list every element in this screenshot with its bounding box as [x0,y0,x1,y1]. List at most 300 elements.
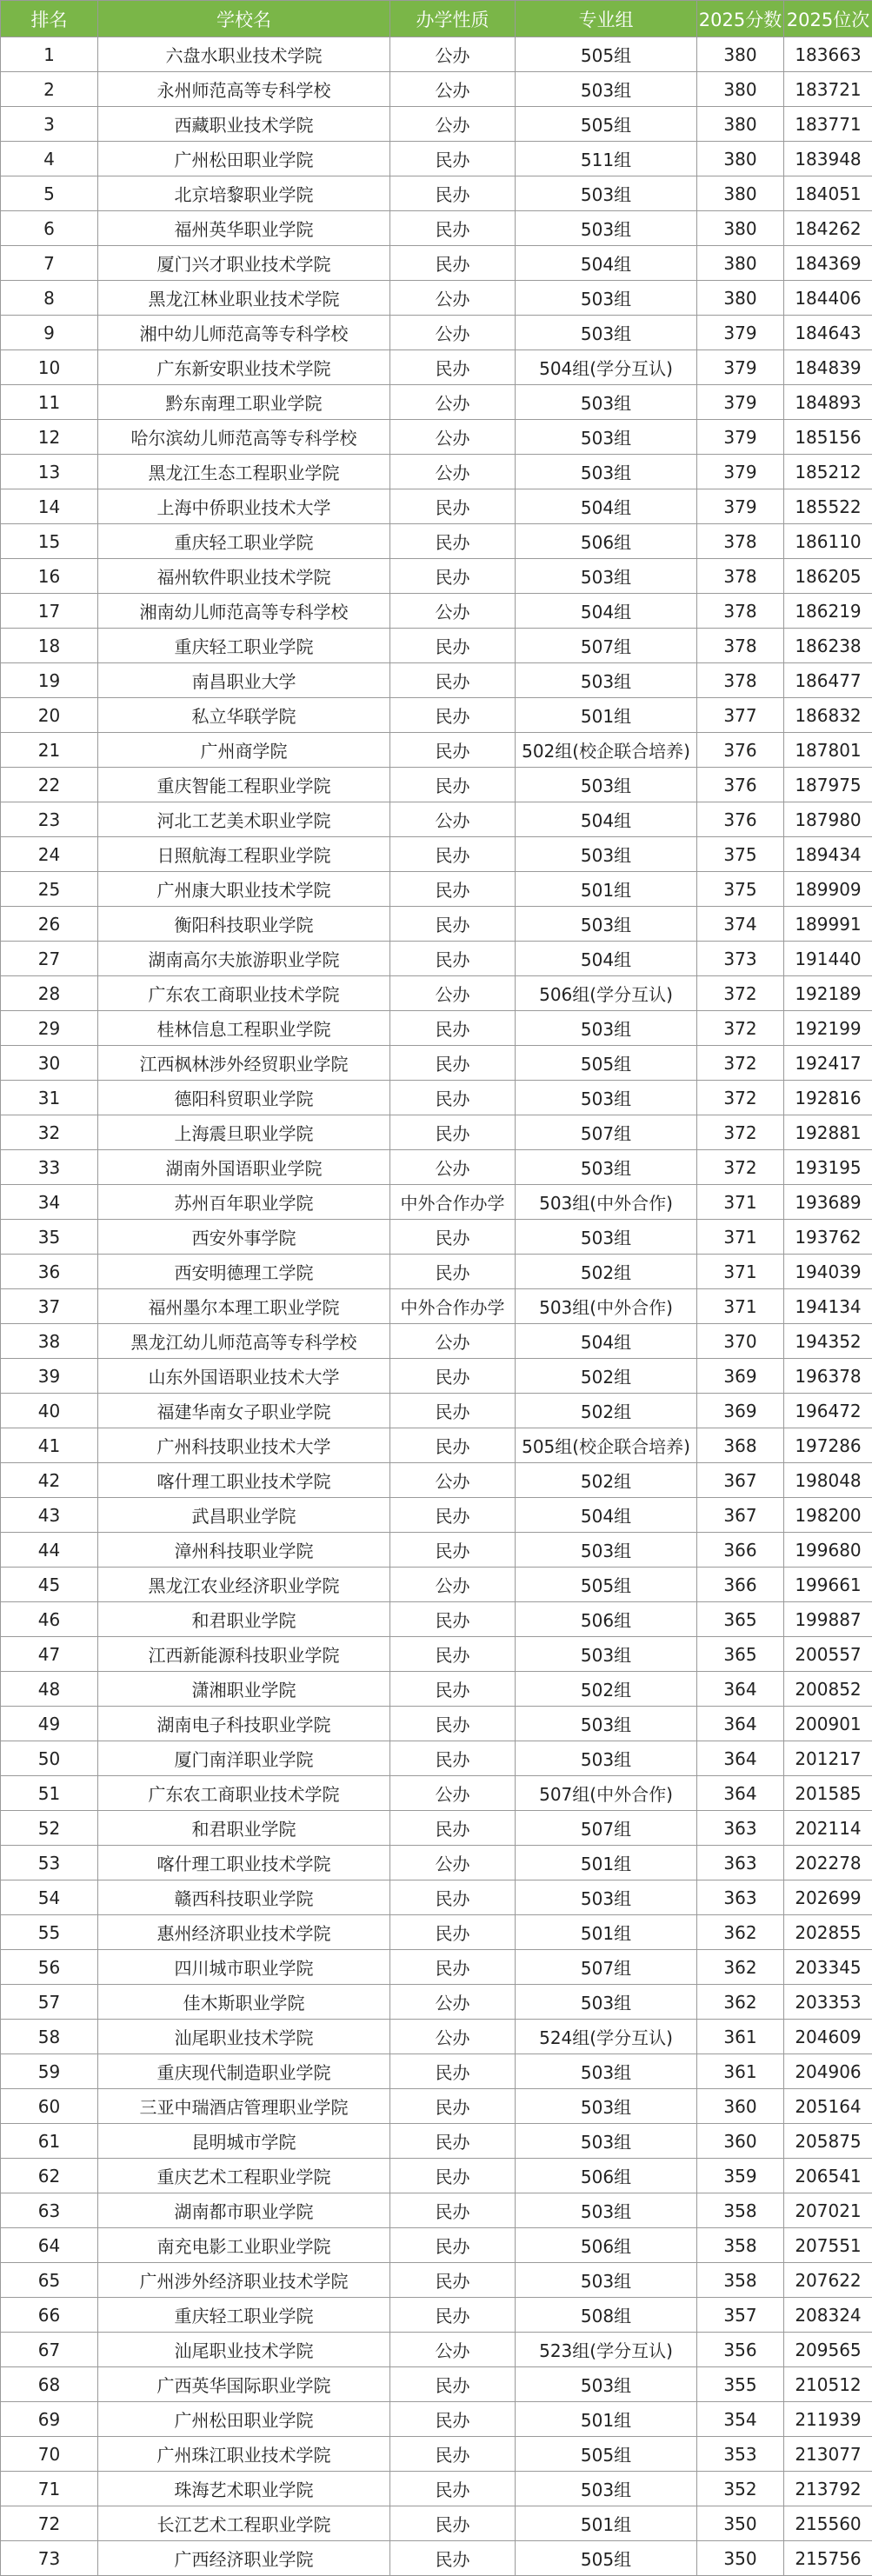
group-cell: 504组 [516,489,697,524]
header-score: 2025分数 [697,1,784,37]
group-cell: 511组 [516,142,697,176]
table-row [1,489,872,524]
school-cell: 惠州经济职业技术学院 [98,1915,390,1950]
group-cell: 506组 [516,2228,697,2263]
rank-cell: 33 [1,1150,98,1185]
school-cell: 江西枫林涉外经贸职业学院 [98,1046,390,1081]
table-row [1,1707,872,1741]
nature-cell: 公办 [390,1150,516,1185]
table-row [1,629,872,663]
position-cell: 209565 [784,2333,872,2367]
score-cell: 379 [697,316,784,350]
school-cell: 四川城市职业学院 [98,1950,390,1985]
group-cell: 503组 [516,72,697,107]
rank-cell: 67 [1,2333,98,2367]
position-cell: 192816 [784,1081,872,1115]
score-cell: 380 [697,72,784,107]
rank-cell: 21 [1,733,98,768]
group-cell: 502组 [516,1463,697,1498]
position-cell: 210512 [784,2367,872,2402]
nature-cell: 民办 [390,1081,516,1115]
nature-cell: 民办 [390,176,516,211]
nature-cell: 民办 [390,1707,516,1741]
school-cell: 广州科技职业技术大学 [98,1428,390,1463]
rank-cell: 61 [1,2124,98,2159]
nature-cell: 民办 [390,872,516,907]
position-cell: 194134 [784,1289,872,1324]
position-cell: 196472 [784,1394,872,1428]
nature-cell: 民办 [390,489,516,524]
nature-cell: 民办 [390,1428,516,1463]
table-row [1,72,872,107]
score-cell: 362 [697,1985,784,2020]
rank-cell: 14 [1,489,98,524]
score-cell: 368 [697,1428,784,1463]
score-cell: 363 [697,1811,784,1846]
nature-cell: 民办 [390,1220,516,1255]
score-cell: 363 [697,1880,784,1915]
school-cell: 厦门南洋职业学院 [98,1741,390,1776]
table-row [1,385,872,420]
school-cell: 重庆轻工职业学院 [98,629,390,663]
position-cell: 204609 [784,2020,872,2054]
table-row [1,2193,872,2228]
school-cell: 西安明德理工学院 [98,1255,390,1289]
nature-cell: 公办 [390,1324,516,1359]
nature-cell: 民办 [390,1602,516,1637]
position-cell: 192417 [784,1046,872,1081]
group-cell: 505组 [516,37,697,72]
score-cell: 377 [697,698,784,733]
nature-cell: 民办 [390,2402,516,2437]
nature-cell: 民办 [390,2541,516,2576]
school-cell: 广西英华国际职业学院 [98,2367,390,2402]
nature-cell: 民办 [390,211,516,246]
score-cell: 358 [697,2228,784,2263]
score-cell: 357 [697,2298,784,2333]
rank-cell: 28 [1,976,98,1011]
nature-cell: 民办 [390,907,516,942]
school-cell: 湘南幼儿师范高等专科学校 [98,594,390,629]
school-cell: 哈尔滨幼儿师范高等专科学校 [98,420,390,455]
score-cell: 379 [697,455,784,489]
position-cell: 185156 [784,420,872,455]
score-cell: 365 [697,1602,784,1637]
school-cell: 河北工艺美术职业学院 [98,802,390,837]
school-cell: 广东农工商职业技术学院 [98,1776,390,1811]
school-cell: 黔东南理工职业学院 [98,385,390,420]
rank-cell: 59 [1,2054,98,2089]
position-cell: 184839 [784,350,872,385]
score-cell: 372 [697,1115,784,1150]
school-cell: 汕尾职业技术学院 [98,2333,390,2367]
school-cell: 福州英华职业学院 [98,211,390,246]
rank-cell: 58 [1,2020,98,2054]
score-cell: 359 [697,2159,784,2193]
header-rank: 排名 [1,1,98,37]
school-cell: 湖南高尔夫旅游职业学院 [98,942,390,976]
rank-cell: 36 [1,1255,98,1289]
group-cell: 503组 [516,420,697,455]
position-cell: 198048 [784,1463,872,1498]
group-cell: 505组 [516,2437,697,2472]
score-cell: 352 [697,2472,784,2506]
rank-cell: 12 [1,420,98,455]
table-row [1,663,872,698]
group-cell: 502组(校企联合培养) [516,733,697,768]
group-cell: 503组 [516,1533,697,1568]
group-cell: 505组 [516,1046,697,1081]
table-row [1,768,872,802]
position-cell: 189909 [784,872,872,907]
group-cell: 504组 [516,1498,697,1533]
score-cell: 379 [697,350,784,385]
table-row [1,2506,872,2541]
score-cell: 373 [697,942,784,976]
group-cell: 503组 [516,176,697,211]
group-cell: 504组 [516,942,697,976]
nature-cell: 民办 [390,246,516,281]
table-row [1,1741,872,1776]
nature-cell: 民办 [390,2054,516,2089]
nature-cell: 公办 [390,2333,516,2367]
position-cell: 211939 [784,2402,872,2437]
group-cell: 508组 [516,2298,697,2333]
score-cell: 375 [697,872,784,907]
position-cell: 197286 [784,1428,872,1463]
nature-cell: 公办 [390,2020,516,2054]
table-row [1,976,872,1011]
rank-cell: 70 [1,2437,98,2472]
school-cell: 黑龙江幼儿师范高等专科学校 [98,1324,390,1359]
school-cell: 广州涉外经济职业技术学院 [98,2263,390,2298]
group-cell: 503组 [516,2472,697,2506]
position-cell: 193762 [784,1220,872,1255]
nature-cell: 民办 [390,2298,516,2333]
rank-cell: 7 [1,246,98,281]
school-cell: 永州师范高等专科学校 [98,72,390,107]
rank-cell: 35 [1,1220,98,1255]
position-cell: 186238 [784,629,872,663]
rank-cell: 11 [1,385,98,420]
nature-cell: 民办 [390,1359,516,1394]
position-cell: 183721 [784,72,872,107]
group-cell: 503组 [516,2089,697,2124]
rank-cell: 60 [1,2089,98,2124]
table-row [1,1533,872,1568]
rank-cell: 2 [1,72,98,107]
school-cell: 福州软件职业技术学院 [98,559,390,594]
group-cell: 503组 [516,1707,697,1741]
position-cell: 184406 [784,281,872,316]
position-cell: 215756 [784,2541,872,2576]
rank-cell: 57 [1,1985,98,2020]
group-cell: 501组 [516,2506,697,2541]
nature-cell: 公办 [390,316,516,350]
nature-cell: 民办 [390,350,516,385]
rank-cell: 26 [1,907,98,942]
score-cell: 365 [697,1637,784,1672]
position-cell: 194352 [784,1324,872,1359]
position-cell: 183948 [784,142,872,176]
table-row [1,1811,872,1846]
nature-cell: 民办 [390,1672,516,1707]
score-cell: 378 [697,594,784,629]
rank-cell: 40 [1,1394,98,1428]
rank-cell: 42 [1,1463,98,1498]
school-cell: 厦门兴才职业技术学院 [98,246,390,281]
group-cell: 503组 [516,768,697,802]
school-cell: 湖南都市职业学院 [98,2193,390,2228]
nature-cell: 民办 [390,1533,516,1568]
rank-cell: 49 [1,1707,98,1741]
group-cell: 503组 [516,1011,697,1046]
position-cell: 187975 [784,768,872,802]
group-cell: 503组 [516,2124,697,2159]
group-cell: 505组 [516,107,697,142]
school-cell: 南昌职业大学 [98,663,390,698]
table-row [1,1428,872,1463]
table-row [1,2298,872,2333]
school-cell: 昆明城市学院 [98,2124,390,2159]
school-cell: 广州珠江职业技术学院 [98,2437,390,2472]
table-row [1,2159,872,2193]
nature-cell: 公办 [390,1985,516,2020]
table-row [1,246,872,281]
score-cell: 380 [697,281,784,316]
rank-cell: 71 [1,2472,98,2506]
table-row [1,1985,872,2020]
table-row [1,524,872,559]
table-row [1,837,872,872]
score-cell: 364 [697,1776,784,1811]
table-row [1,1602,872,1637]
score-cell: 350 [697,2541,784,2576]
score-cell: 380 [697,142,784,176]
table-row [1,2472,872,2506]
rank-cell: 69 [1,2402,98,2437]
header-group: 专业组 [516,1,697,37]
rank-cell: 44 [1,1533,98,1568]
position-cell: 199887 [784,1602,872,1637]
table-row [1,350,872,385]
position-cell: 184369 [784,246,872,281]
position-cell: 186110 [784,524,872,559]
school-cell: 重庆智能工程职业学院 [98,768,390,802]
score-cell: 353 [697,2437,784,2472]
table-row [1,2089,872,2124]
header-school: 学校名 [98,1,390,37]
nature-cell: 民办 [390,1880,516,1915]
nature-cell: 公办 [390,1846,516,1880]
position-cell: 184643 [784,316,872,350]
group-cell: 505组 [516,1568,697,1602]
header-nature: 办学性质 [390,1,516,37]
table-row [1,1115,872,1150]
school-cell: 黑龙江生态工程职业学院 [98,455,390,489]
group-cell: 503组 [516,211,697,246]
table-row [1,281,872,316]
position-cell: 185212 [784,455,872,489]
rank-cell: 4 [1,142,98,176]
school-cell: 日照航海工程职业学院 [98,837,390,872]
score-cell: 372 [697,1011,784,1046]
group-cell: 504组 [516,1324,697,1359]
position-cell: 215560 [784,2506,872,2541]
rank-cell: 29 [1,1011,98,1046]
rank-cell: 20 [1,698,98,733]
nature-cell: 民办 [390,1046,516,1081]
group-cell: 503组 [516,455,697,489]
group-cell: 503组 [516,2263,697,2298]
group-cell: 503组 [516,1081,697,1115]
rank-cell: 10 [1,350,98,385]
score-cell: 363 [697,1846,784,1880]
table-row [1,1289,872,1324]
nature-cell: 民办 [390,1741,516,1776]
group-cell: 524组(学分互认) [516,2020,697,2054]
rank-cell: 18 [1,629,98,663]
position-cell: 205875 [784,2124,872,2159]
score-cell: 379 [697,420,784,455]
position-cell: 204906 [784,2054,872,2089]
group-cell: 504组 [516,246,697,281]
group-cell: 507组 [516,1115,697,1150]
nature-cell: 公办 [390,594,516,629]
table-row [1,1359,872,1394]
nature-cell: 民办 [390,2472,516,2506]
score-cell: 380 [697,107,784,142]
position-cell: 183771 [784,107,872,142]
position-cell: 200852 [784,1672,872,1707]
rank-cell: 52 [1,1811,98,1846]
rank-cell: 54 [1,1880,98,1915]
table-row [1,1011,872,1046]
position-cell: 199680 [784,1533,872,1568]
nature-cell: 民办 [390,2124,516,2159]
nature-cell: 民办 [390,2159,516,2193]
table-row [1,1637,872,1672]
rank-cell: 48 [1,1672,98,1707]
school-cell: 和君职业学院 [98,1811,390,1846]
position-cell: 202699 [784,1880,872,1915]
school-cell: 江西新能源科技职业学院 [98,1637,390,1672]
table-row [1,1568,872,1602]
school-cell: 广东新安职业技术学院 [98,350,390,385]
school-cell: 漳州科技职业学院 [98,1533,390,1568]
score-cell: 366 [697,1533,784,1568]
score-cell: 371 [697,1255,784,1289]
rank-cell: 53 [1,1846,98,1880]
position-cell: 207021 [784,2193,872,2228]
position-cell: 183663 [784,37,872,72]
position-cell: 196378 [784,1359,872,1394]
group-cell: 503组 [516,281,697,316]
nature-cell: 公办 [390,1463,516,1498]
position-cell: 208324 [784,2298,872,2333]
group-cell: 506组 [516,524,697,559]
table-row [1,1081,872,1115]
group-cell: 502组 [516,1359,697,1394]
school-cell: 广东农工商职业技术学院 [98,976,390,1011]
position-cell: 192189 [784,976,872,1011]
score-cell: 380 [697,37,784,72]
nature-cell: 民办 [390,142,516,176]
school-cell: 福建华南女子职业学院 [98,1394,390,1428]
table-row [1,594,872,629]
score-cell: 367 [697,1498,784,1533]
nature-cell: 民办 [390,1811,516,1846]
table-row [1,142,872,176]
score-cell: 369 [697,1359,784,1394]
rank-cell: 24 [1,837,98,872]
group-cell: 502组 [516,1255,697,1289]
nature-cell: 民办 [390,1950,516,1985]
position-cell: 202278 [784,1846,872,1880]
position-cell: 201217 [784,1741,872,1776]
nature-cell: 民办 [390,559,516,594]
group-cell: 503组 [516,559,697,594]
group-cell: 507组(中外合作) [516,1776,697,1811]
nature-cell: 公办 [390,976,516,1011]
school-cell: 北京培黎职业学院 [98,176,390,211]
school-cell: 武昌职业学院 [98,1498,390,1533]
school-cell: 黑龙江农业经济职业学院 [98,1568,390,1602]
table-row [1,1776,872,1811]
rank-cell: 68 [1,2367,98,2402]
nature-cell: 民办 [390,837,516,872]
position-cell: 205164 [784,2089,872,2124]
score-cell: 371 [697,1185,784,1220]
rank-cell: 51 [1,1776,98,1811]
rank-cell: 16 [1,559,98,594]
nature-cell: 民办 [390,1255,516,1289]
group-cell: 507组 [516,1950,697,1985]
school-cell: 湖南电子科技职业学院 [98,1707,390,1741]
school-cell: 上海震旦职业学院 [98,1115,390,1150]
position-cell: 203345 [784,1950,872,1985]
nature-cell: 中外合作办学 [390,1289,516,1324]
school-cell: 黑龙江林业职业技术学院 [98,281,390,316]
nature-cell: 民办 [390,733,516,768]
nature-cell: 民办 [390,942,516,976]
table-row [1,1915,872,1950]
group-cell: 504组 [516,802,697,837]
score-cell: 370 [697,1324,784,1359]
school-cell: 广州康大职业技术学院 [98,872,390,907]
position-cell: 203353 [784,1985,872,2020]
table-row [1,2541,872,2576]
score-cell: 375 [697,837,784,872]
school-cell: 珠海艺术职业学院 [98,2472,390,2506]
position-cell: 206541 [784,2159,872,2193]
score-cell: 371 [697,1220,784,1255]
score-cell: 361 [697,2054,784,2089]
rank-cell: 22 [1,768,98,802]
school-cell: 西藏职业技术学院 [98,107,390,142]
position-cell: 213077 [784,2437,872,2472]
school-cell: 上海中侨职业技术大学 [98,489,390,524]
table-row [1,907,872,942]
rank-cell: 39 [1,1359,98,1394]
table-row [1,2020,872,2054]
table-row [1,2402,872,2437]
school-cell: 广西经济职业学院 [98,2541,390,2576]
header-position: 2025位次 [784,1,872,37]
score-cell: 379 [697,385,784,420]
rank-cell: 25 [1,872,98,907]
group-cell: 503组(中外合作) [516,1289,697,1324]
